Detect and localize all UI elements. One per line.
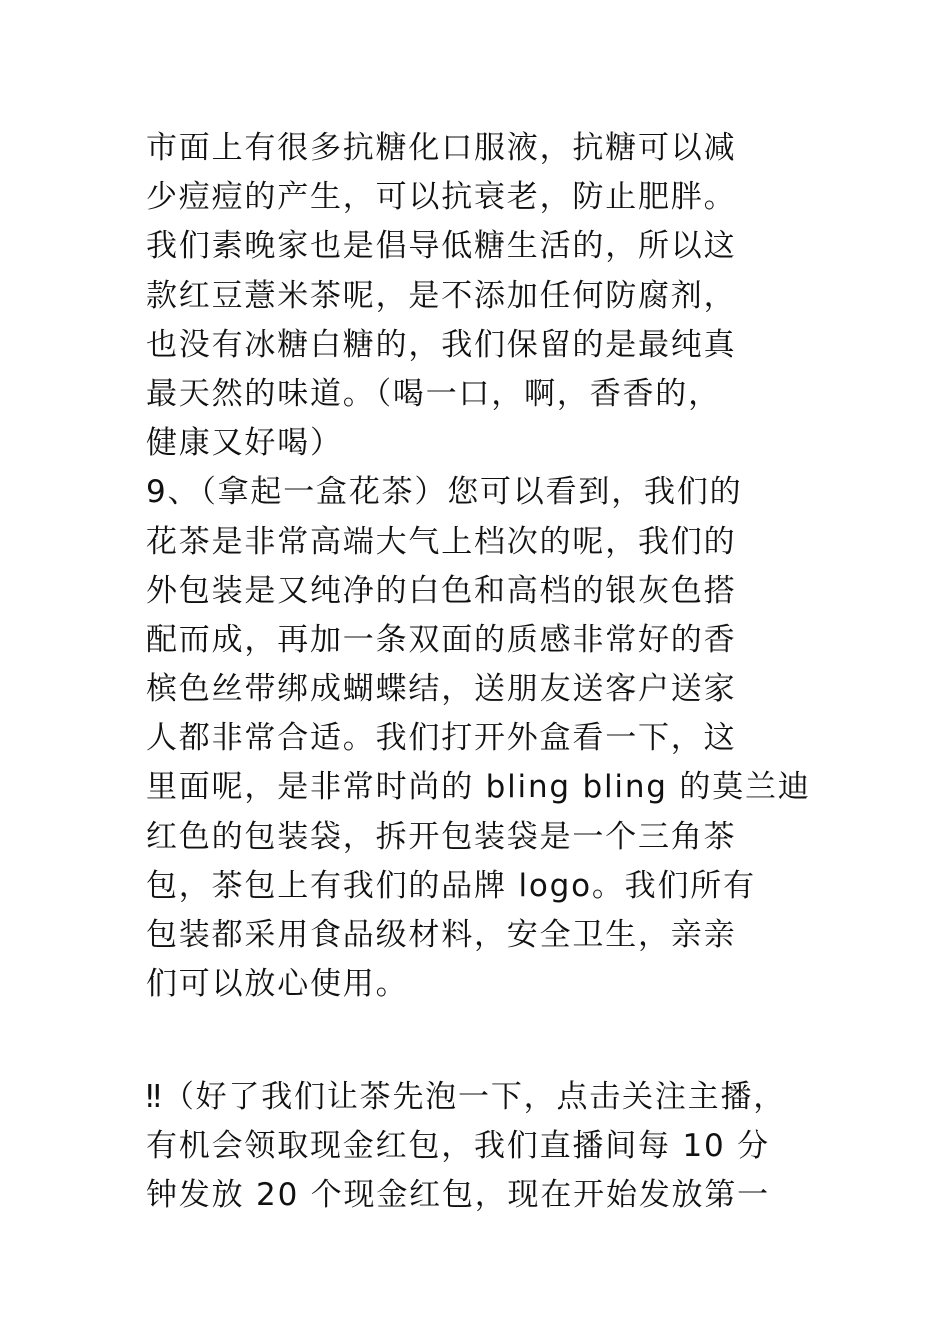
text-line: 包，茶包上有我们的品牌 logo。我们所有 [146, 867, 756, 904]
text-line: 也没有冰糖白糖的，我们保留的是最纯真 [146, 326, 737, 363]
text-line: ‼（好了我们让茶先泡一下，点击关注主播， [146, 1079, 787, 1115]
paragraph-live-stream-promo [146, 1073, 846, 1221]
text-line: 钟发放 20 个现金红包，现在开始发放第一 [146, 1177, 770, 1214]
text-line: 有机会领取现金红包，我们直播间每 10 分 [146, 1128, 770, 1165]
text-line: 市面上有很多抗糖化口服液，抗糖可以减 [146, 130, 737, 166]
text-line: 款红豆薏米茶呢，是不添加任何防腐剂， [146, 277, 737, 314]
text-line: 槟色丝带绑成蝴蝶结，送朋友送客户送家 [146, 671, 737, 708]
text-line: 人都非常合适。我们打开外盒看一下，这 [146, 720, 737, 757]
text-line: 外包装是又纯净的白色和高档的银灰色搭 [146, 572, 737, 609]
text-line: 少痘痘的产生，可以抗衰老，防止肥胖。 [146, 179, 737, 216]
text-line: 最天然的味道。（喝一口，啊，香香的， [146, 375, 721, 412]
text-line: 里面呢，是非常时尚的 bling bling 的莫兰迪 [146, 769, 811, 806]
text-line: 9、（拿起一盒花茶）您可以看到，我们的 [146, 474, 743, 511]
text-line: 红色的包装袋，拆开包装袋是一个三角茶 [146, 818, 737, 855]
text-line: 配而成，再加一条双面的质感非常好的香 [146, 621, 737, 658]
text-line: 健康又好喝） [146, 425, 343, 462]
paragraph-product-description [146, 124, 846, 1009]
text-line: 包装都采用食品级材料，安全卫生，亲亲 [146, 917, 737, 953]
text-line: 我们素晚家也是倡导低糖生活的，所以这 [146, 228, 737, 265]
text-line: 们可以放心使用。 [146, 966, 409, 1003]
text-line: 花茶是非常高端大气上档次的呢，我们的 [146, 523, 737, 560]
